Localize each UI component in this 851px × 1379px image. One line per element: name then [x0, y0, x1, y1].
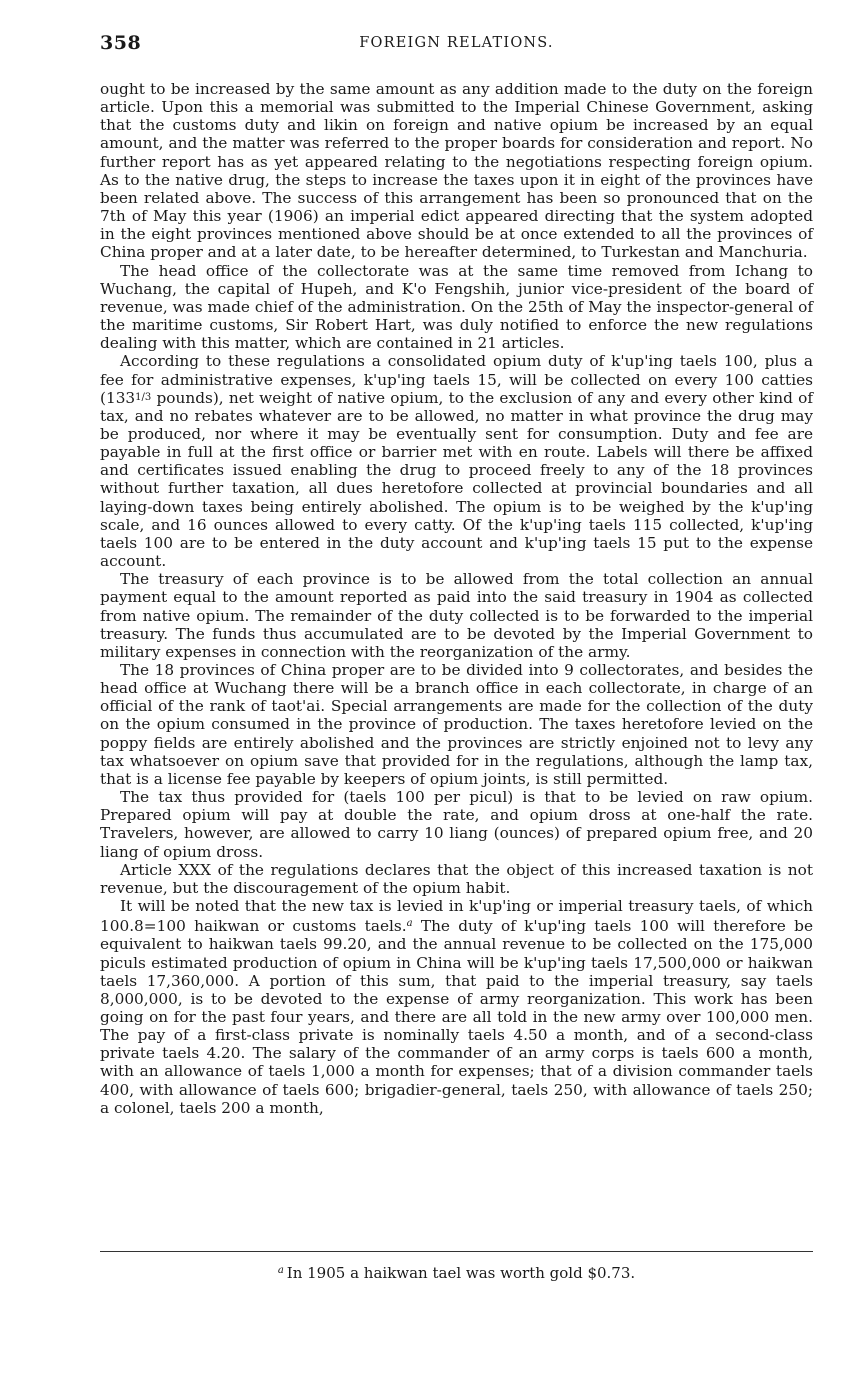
paragraph-3-text-b: pounds), net weight of native opium, to the exclusion of any and every other kind of tax, and no rebates whatever are to be allowed, no matter in what province the drug may be produced, nor where it may be eventually sent for consumption. Duty and fee are payable in full at the first office or barrier met with en route. Labels will there be affixed and certificates issued enabling the drug to proceed freely to any of the 18 provinces without further taxation, all dues heretofore collected at provincial boundaries and all laying-down taxes being entirely abolished. The opium is to be weighed by the k'up'ing scale, and 16 ounces allowed to every catty. Of the k'up'ing taels 115 collected, k'up'ing taels 100 are to be entered in the duty account and k'up'ing taels 15 put to the expense account. — [100, 388, 813, 571]
paragraph-8-text-a: It will be noted that the new tax is levied in k'up'ing or imperial treasury taels, of which 100.8=100 haikwan or customs taels. — [100, 897, 813, 936]
paragraph-5: The 18 provinces of China proper are to be divided into 9 collectorates, and besides the head office at Wuchang there will be a branch office in each collectorate, in charge of an official of the rank of taot'ai. Special arrangements are made for the collection of the duty on the opium consumed in the province of production. The taxes heretofore levied on the poppy fields are entirely abolished and the provinces are strictly enjoined not to levy any tax whatsoever on opium save that provided for in the regulations, although the lamp tax, that is a license fee payable by keepers of opium joints, is still permitted. — [100, 661, 813, 788]
paragraph-3-text-a: According to these regulations a consolidated opium duty of k'up'ing taels 100, plus a fee for administrative expenses, k'up'ing taels 15, will be collected on every 100 catties (133 — [100, 352, 813, 407]
paragraph-8 — [100, 897, 813, 1117]
paragraph-4: The treasury of each province is to be allowed from the total collection an annual payment equal to the amount reported as paid into the said treasury in 1904 as collected from native opium. The remainder of the duty collected is to be forwarded to the imperial treasury. The funds thus accumulated are to be devoted by the Imperial Government to military expenses in connection with the reorganization of the army. — [100, 570, 813, 661]
body-text — [100, 80, 813, 1117]
paragraph-8-text-b: The duty of k'up'ing taels 100 will therefore be equivalent to haikwan taels 99.20, and the annual revenue to be collected on the 175,000 piculs estimated production of opium in China will be k'up'ing taels 17,500,000 or haikwan taels 17,360,000. A portion of this sum, that paid to the imperial treasury, say taels 8,000,000, is to be devoted to the expense of army reorganization. This work has been going on for the past four years, and there are all told in the new army over 100,000 men. The pay of a first-class private is nominally taels 4.50 a month, and of a second-class private taels 4.20. The salary of the commander of an army corps is taels 600 a month, with an allowance of taels 1,000 a month for expenses; that of a division commander taels 400, with allowance of taels 600; brigadier-general, taels 250, with allowance of taels 250; a colonel, taels 200 a month, — [100, 917, 814, 1117]
footnote — [100, 1264, 813, 1282]
paragraph-6: The tax thus provided for (taels 100 per picul) is that to be levied on raw opium. Prepared opium will pay at double the rate, and opium dross at one-half the rate. Travelers, however, are allowed to carry 10 liang (ounces) of prepared opium free, and 20 liang of opium dross. — [100, 788, 813, 861]
paragraph-2: The head office of the collectorate was at the same time removed from Ichang to Wuchang, the capital of Hupeh, and K'o Fengshih, junior vice-president of the board of revenue, was made chief of the administration. On the 25th of May the inspector-general of the maritime customs, Sir Robert Hart, was duly notified to enforce the new regulations dealing with this matter, which are contained in 21 articles. — [100, 261, 813, 353]
footnote-text: In 1905 a haikwan tael was worth gold $0.73. — [286, 1264, 636, 1282]
footnote-reference: a — [406, 918, 413, 930]
paragraph-3 — [100, 352, 813, 570]
paragraph-1: ought to be increased by the same amount as any addition made to the duty on the foreign article. Upon this a memorial was submitted to the Imperial Chinese Government, asking that the customs duty and likin on foreign and native opium be increased by an equal amount, and the matter was referred to the proper boards for consideration and report. No further report has as yet appeared relating to the negotiations respecting foreign opium. As to the native drug, the steps to increase the taxes upon it in eight of the provinces have been related above. The success of this arrangement has been so pronounced that on the 7th of May this year (1906) an imperial edict appeared directing that the system adopted in the eight provinces mentioned above should be at once extended to all the provinces of China proper and at a later date, to be hereafter determined, to Turkestan and Manchuria. — [100, 80, 813, 262]
footnote-mark: a — [277, 1265, 284, 1276]
footnote-divider — [100, 1251, 813, 1252]
fraction-one-third: 1/3 — [135, 391, 152, 403]
paragraph-7: Article XXX of the regulations declares that the object of this increased taxation is not revenue, but the discouragement of the opium habit. — [100, 860, 813, 897]
page-header — [100, 32, 813, 58]
page-number: 358 — [100, 32, 142, 54]
running-head: FOREIGN RELATIONS. — [359, 35, 554, 51]
